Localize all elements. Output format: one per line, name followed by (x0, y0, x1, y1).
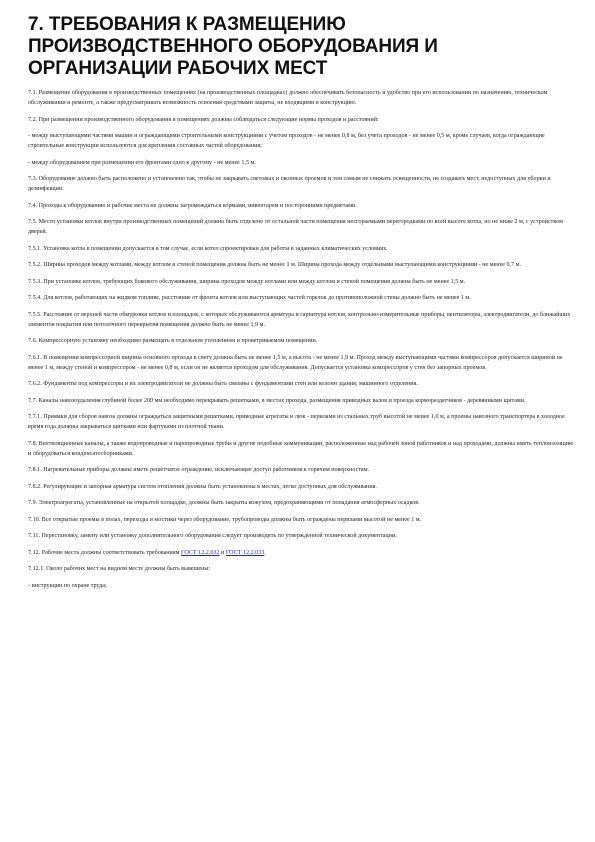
paragraph: - между выступающими частями машин и ограждающими строительными конструкциями с учетом проходов - не менее 0,8 м, без учета проходов - не менее 0,5 м, кроме случаев, когда ограждающие строительные конструкции используются для крепления составных частей оборудования; (28, 133, 545, 149)
paragraph: 7.8. Вентиляционные каналы, а также водопроводные и паропроводные трубы и другие подобные коммуникации, расположенные над рабочей зоной работников и над проходами, должны иметь теплоизоляцию и оборудоваться конденсатосборниками. (28, 440, 574, 457)
list-item: - инструкции по охране труда; (28, 582, 107, 589)
gost-12-2-032-link[interactable]: ГОСТ 12.2.032 (181, 549, 220, 556)
paragraph: 7.8.1. Нагревательные приборы должны иметь решетчатое ограждение, исключающее доступ работников к горячим поверхностям. (28, 467, 370, 473)
paragraph: 7.7. Каналы навозоудаления глубиной более 200 мм необходимо перекрывать решетками, в местах прохода, размещения приводных валов и проезда кормораздатчиков - деревянными щитами. (28, 397, 526, 404)
paragraph: 7.6. Компрессорную установку необходимо размещать в отдельном утепленном и проветриваемом помещении. (28, 338, 318, 344)
paragraph: 7.3. Оборудование должно быть расположено и установлено так, чтобы не закрывать световых и оконных проемов и тем самым не снижать освещенности, не создавать мест, недоступных для уборки и дезинфекции. (28, 176, 551, 192)
paragraph: 7.5. Место установки котлов внутри производственных помещений должно быть отделено от остальной части помещения несгораемыми перегородками по всей высоте котла, но не ниже 2 м, с устройством дверей. (28, 219, 563, 235)
paragraph: 7.5.2. Ширина проходов между котлами, между котлом и стеной помещения должна быть не менее 1 м. Ширина прохода между отдельными выступающими конструкциями - не менее 0,7 м. (28, 262, 522, 268)
paragraph: 7.5.5. Расстояние от верхней части обмуровки котлов и площадок, с которых обслуживаются арматура и гарнитура котлов, контрольно-измерительные приборы, вентиляторы, электродвигатели, до ближайших элементов покрытия или потолочного перекрытия помещения должно быть не менее 1,9 м. (28, 311, 571, 328)
paragraph-7-12-1: 7.12.1. Около рабочих мест на видном месте должны быть вывешены: (28, 566, 211, 572)
paragraph: - между оборудованием при размещении его фронтами одно к другому - не менее 1,5 м. (28, 159, 256, 166)
paragraph-list (28, 88, 574, 541)
paragraph-7-12 (28, 548, 574, 558)
gost-12-2-033-link[interactable]: ГОСТ 12.2.033 (225, 549, 265, 556)
paragraph: 7.11. Перестановку, замену или установку дополнительного оборудования следует производить по утвержденной технической документации. (28, 533, 397, 539)
paragraph: 7.5.4. Для котлов, работающих на жидком топливе, расстояние от фронта котлов или выступающих частей горелок до противоположной стены должно быть не менее 1 м. (28, 295, 471, 301)
paragraph: 7.2. При размещении производственного оборудования в помещениях должны соблюдаться следующие нормы проходов и расстояний: (28, 116, 379, 123)
p712-prefix: 7.12. Рабочие места должны соответствовать требованиям (28, 549, 181, 556)
p712-suffix: . (264, 549, 266, 556)
paragraph: 7.8.2. Регулирующие и запорная арматура систем отопления должны быть установлены в местах, легко доступных для обслуживания. (28, 483, 377, 490)
paragraph: 7.10. Все открытые проемы в полах, переходы и мостики через оборудование, трубопроводы должны быть ограждены перилами высотой не менее 1 м. (28, 516, 422, 523)
paragraph: 7.6.1. В помещении компрессорной ширина основного прохода в свету должна быть не менее 1,5 м, а высота - не менее 1,9 м. Проход между выступающими частями компрессоров допускается шириной не менее 1 м, между стеной и компрессором - не менее 0,8 м, если он не является проходом для обслуживания. Допускается установка компрессоров у стен без запорных проемов. (28, 354, 563, 371)
paragraph: 7.7.1. Приямки для сборов навоза должны ограждаться защитными решетками, приводные агрегаты и люк - перилами из стальных труб высотой не менее 1,0 м, а проемы навозного транспортера в холодное время года должны закрываться щитками или фартуками из плотной ткани. (28, 414, 565, 430)
paragraph: 7.5.3. При установке котлов, требующих бокового обслуживания, ширина проходов между котлами или между котлом и стеной помещения должна быть не менее 1,5 м. (28, 278, 466, 285)
document-title: 7. ТРЕБОВАНИЯ К РАЗМЕЩЕНИЮ ПРОИЗВОДСТВЕННОГО ОБОРУДОВАНИЯ И ОРГАНИЗАЦИИ РАБОЧИХ МЕСТ (28, 14, 438, 79)
paragraph: 7.1. Размещение оборудования в производственных помещениях (на производственных площадках) должно обеспечивать безопасность и удобство при его использовании по назначению, техническом обслуживании и ремонте, а также предусматривать возможность освоения средствами защиты, не входящими в конструкцию. (28, 90, 548, 106)
paragraph: 7.6.2. Фундаменты под компрессоры и их электродвигатели не должны быть связаны с фундаментами стен или колонн здания, машинного отделения. (28, 381, 418, 387)
paragraph: 7.5.1. Установка котла в помещении допускается в том случае, если котел спроектирован для работы в заданных климатических условиях. (28, 245, 388, 252)
p712-middle: и (219, 549, 226, 556)
paragraph: 7.9. Электроагрегаты, установленные на открытой площадке, должны быть закрыты кожухом, предохраняющими от попадания атмосферных осадков. (28, 500, 420, 506)
paragraph: 7.4. Проходы к оборудованию и рабочие места не должны загромождаться кормами, инвентарем и посторонними предметами. (28, 202, 357, 209)
